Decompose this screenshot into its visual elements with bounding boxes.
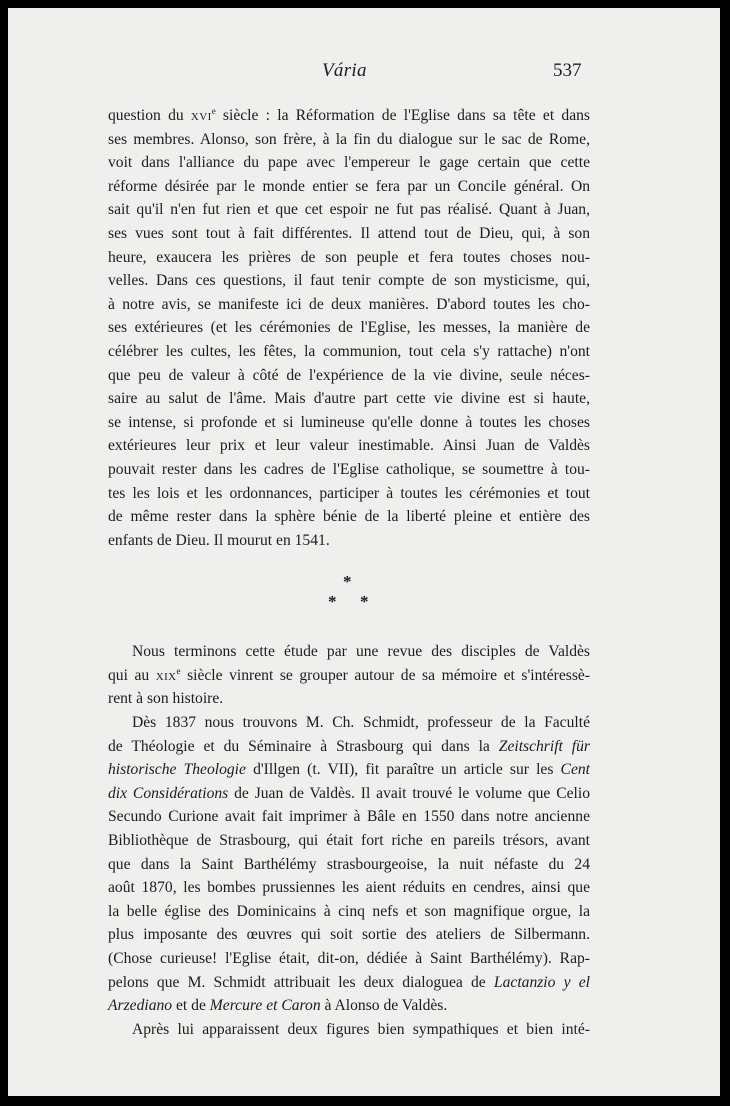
text-run: de Théologie et du Séminaire à Strasbourg qui dans la xyxy=(108,737,499,755)
text-run: Mercure et Caron xyxy=(209,997,321,1015)
text-run: tes les lois et les ordonnances, participer à toutes les cérémonies et tout xyxy=(108,484,590,502)
text-line xyxy=(108,640,590,664)
text-line xyxy=(108,151,590,175)
text-run: siècle : la Réformation de l'Eglise dans sa tête et dans xyxy=(215,107,590,124)
text-line xyxy=(108,664,590,688)
text-run: que dans la Saint Barthélémy strasbourgeoise, la nuit néfaste du 24 xyxy=(108,855,590,873)
text-line xyxy=(108,529,590,553)
text-line xyxy=(108,175,590,199)
text-run: e xyxy=(176,665,181,676)
text-line xyxy=(108,711,590,735)
text-line xyxy=(108,923,590,947)
page-header xyxy=(8,58,720,88)
text-line xyxy=(108,387,590,411)
text-run: Cent xyxy=(560,761,590,779)
text-run: Dès 1837 nous trouvons M. Ch. Schmidt, professeur de la Faculté xyxy=(132,714,590,732)
text-run: pouvait rester dans les cadres de l'Eglise catholique, se soumettre à tou- xyxy=(108,460,590,478)
text-run: Zeitschrift für xyxy=(498,737,590,755)
running-title: Vária xyxy=(322,60,367,81)
text-run: Après lui apparaissent deux figures bien sympathiques et bien inté- xyxy=(132,1020,590,1038)
text-run: Lactanzio y el xyxy=(493,973,590,991)
text-run: d'Illgen (t. VII), fit paraître un article sur les xyxy=(245,761,561,779)
body-text xyxy=(108,104,590,1041)
text-run: Arzediano xyxy=(108,997,173,1015)
text-line xyxy=(108,482,590,506)
text-run: à notre avis, se manifeste ici de deux manières. D'abord toutes les cho- xyxy=(108,295,590,313)
text-run: (Chose curieuse! l'Eglise était, dit-on, dédiée à Saint Barthélémy). Rap- xyxy=(108,950,590,967)
text-run: à Alonso de Valdès. xyxy=(320,997,448,1015)
text-line xyxy=(108,411,590,435)
text-run: enfants de Dieu. Il mourut en 1541. xyxy=(108,531,330,549)
text-line xyxy=(108,1018,590,1042)
text-run: qui au xyxy=(108,666,156,684)
text-line xyxy=(108,900,590,924)
text-line xyxy=(108,505,590,529)
text-line xyxy=(108,947,590,971)
text-line xyxy=(108,434,590,458)
text-run: que peu de valeur à côté de l'expérience de la vie divine, seule néces- xyxy=(108,366,590,384)
text-run: août 1870, les bombes prussiennes les aient réduits en cendres, ainsi que xyxy=(108,879,590,897)
page-number: 537 xyxy=(553,60,582,81)
text-run: célébrer les cultes, les fêtes, la communion, tout cela s'y rattache) n'ont xyxy=(108,342,590,360)
text-run: Nous terminons cette étude par une revue des disciples de Valdès xyxy=(132,643,590,661)
text-line xyxy=(108,805,590,829)
text-line xyxy=(108,876,590,900)
text-line xyxy=(108,293,590,317)
text-line xyxy=(108,269,590,293)
text-run: velles. Dans ces questions, il faut tenir compte de son mysticisme, qui, xyxy=(108,272,590,290)
text-run: sait qu'il n'en fut rien et que cet espoir ne fut pas réalisé. Quant à Juan, xyxy=(108,201,590,219)
text-line xyxy=(108,758,590,782)
text-run: voit dans l'alliance du pape avec l'empereur le gage certain que cette xyxy=(108,154,590,172)
text-line xyxy=(108,316,590,340)
text-run: Secundo Curione avait fait imprimer à Bâle en 1550 dans notre ancienne xyxy=(108,808,590,826)
text-run: de Juan de Valdès. Il avait trouvé le volume que Celio xyxy=(228,784,590,802)
text-line xyxy=(108,340,590,364)
asterism xyxy=(108,570,590,618)
scanned-page xyxy=(8,8,720,1096)
text-run: ses membres. Alonso, son frère, à la fin du dialogue sur le sac de Rome, xyxy=(108,130,590,148)
text-run: et de xyxy=(172,997,210,1015)
text-line xyxy=(108,128,590,152)
paragraph-2 xyxy=(108,640,590,711)
text-line xyxy=(108,971,590,995)
text-run: extérieures leur prix et leur valeur inestimable. Ainsi Juan de Valdès xyxy=(108,437,590,455)
text-run: la belle église des Dominicains à cinq nefs et son magnifique orgue, la xyxy=(108,902,590,920)
text-run: ses vues sont tout à fait différentes. Il attend tout de Dieu, qui, à son xyxy=(108,224,590,242)
text-line xyxy=(108,829,590,853)
text-run: heure, exaucera les prières de son peuple et fera toutes choses nou- xyxy=(108,248,590,266)
text-run: plus imposante des œuvres qui soit sortie des ateliers de Silbermann. xyxy=(108,926,590,944)
text-line xyxy=(108,994,590,1018)
text-run: saire au salut de l'âme. Mais d'autre part cette vie divine est si haute, xyxy=(108,390,590,408)
text-run: e xyxy=(211,105,216,116)
paragraph-3 xyxy=(108,711,590,1018)
text-line xyxy=(108,198,590,222)
text-run: de même rester dans la sphère bénie de la liberté pleine et entière des xyxy=(108,508,590,526)
text-run: rent à son histoire. xyxy=(108,690,224,708)
text-line xyxy=(108,364,590,388)
text-run: Bibliothèque de Strasbourg, qui était fort riche en pareils trésors, avant xyxy=(108,832,590,850)
paragraph-4 xyxy=(108,1018,590,1042)
text-run: se intense, si profonde et si lumineuse qu'elle donne à toutes les choses xyxy=(108,413,590,431)
text-line xyxy=(108,687,590,711)
text-run: siècle vinrent se grouper autour de sa mémoire et s'intéressè- xyxy=(180,666,590,684)
text-run: pelons que M. Schmidt attribuait les deux dialoguea de xyxy=(108,973,494,991)
text-run: xvi xyxy=(190,107,212,124)
paragraph-1 xyxy=(108,104,590,552)
text-line xyxy=(108,853,590,877)
text-run: ses extérieures (et les cérémonies de l'Eglise, les messes, la manière de xyxy=(108,319,590,337)
text-line xyxy=(108,782,590,806)
text-line xyxy=(108,246,590,270)
text-line xyxy=(108,735,590,759)
text-line xyxy=(108,222,590,246)
text-line xyxy=(108,104,590,128)
text-run: xix xyxy=(155,666,177,684)
text-run: question du xyxy=(108,107,191,124)
text-run: historische Theologie xyxy=(108,761,246,779)
asterisk: * xyxy=(343,572,352,592)
text-run: dix Considérations xyxy=(108,784,229,802)
asterisk: * xyxy=(328,592,337,612)
text-run: réforme désirée par le monde entier se fera par un Concile général. On xyxy=(108,177,590,195)
asterisk: * xyxy=(360,592,369,612)
text-line xyxy=(108,458,590,482)
